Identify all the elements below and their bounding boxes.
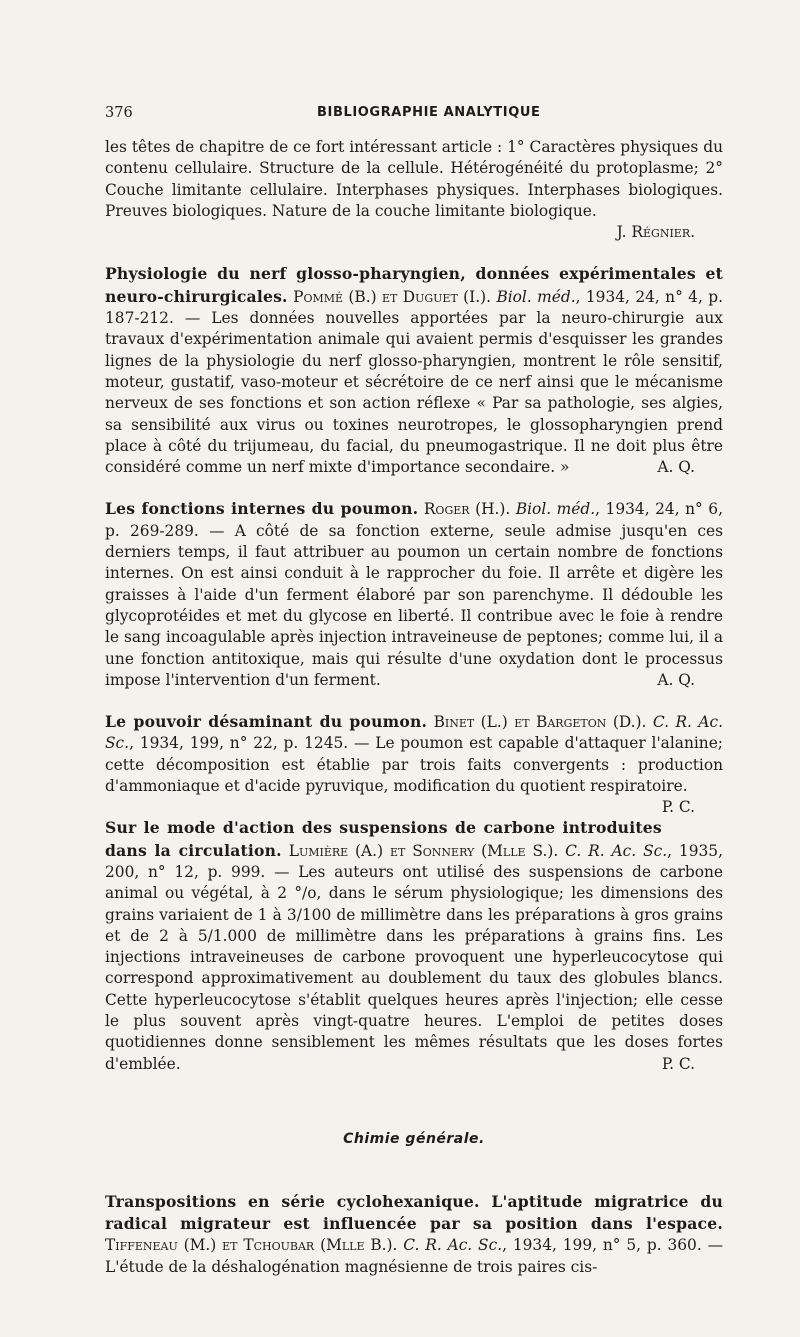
entry-title: Physiologie du nerf glosso-pharyngien, données expérimentales et neuro-chirurgicales. bbox=[105, 264, 723, 306]
entry-reference: , 1935, 200, n° 12, p. 999. bbox=[105, 841, 723, 881]
entry-title: Transpositions en série cyclohexanique. L'aptitude migratrice du radical migrateur est influencée par sa position dans l'espace. bbox=[105, 1191, 723, 1234]
entry-reference: , 1934, 24, n° 4, p. 187-212. bbox=[105, 287, 723, 328]
entry-body: — A côté de sa fonction externe, seule admise jusqu'en ces derniers temps, il faut attribuer au poumon un certain nombre de fonctions internes. On est ainsi conduit à le rapprocher du foie. Il arrête et digère les graisses à l'aide d'un ferment élaboré par son parenchyme. Il dédouble les glycoprotéides et met du glycose en liberté. Il contribue avec le foie à rendre le sang incoagulable après injection intraveineuse de peptones; comme lui, il a une fonction antitoxique, mais qui résulte d'une oxydation dont le processus impose l'intervention d'un ferment. bbox=[105, 521, 723, 689]
entry-reference: , 1934, 199, n° 22, p. 1245. bbox=[129, 734, 349, 753]
entry-journal: C. R. Ac. Sc. bbox=[565, 841, 668, 860]
entry-signature: A. Q. bbox=[657, 458, 695, 477]
entry-journal: C. R. Ac. Sc. bbox=[105, 713, 723, 753]
entry-authors: Roger (H.). bbox=[423, 500, 511, 519]
entry-pouvoir-desaminant bbox=[105, 711, 723, 817]
document-page bbox=[105, 105, 723, 1278]
entry-title: Sur le mode d'action des suspensions de carbone introduites dans la circulation. bbox=[105, 818, 662, 860]
page-number: 376 bbox=[105, 105, 133, 121]
entry-reference: , 1934, 24, n° 6, p. 269-289. bbox=[105, 500, 723, 540]
entry-signature: P. C. bbox=[661, 1054, 695, 1073]
entry-authors: Pommé (B.) et Duguet (I.). bbox=[293, 287, 492, 306]
intro-signature: J. Régnier. bbox=[616, 223, 695, 242]
entry-glosso-pharyngien bbox=[105, 263, 723, 478]
page-header bbox=[105, 105, 723, 127]
entry-reference: , 1934, 199, n° 5, p. 360. bbox=[502, 1236, 702, 1255]
entry-journal: C. R. Ac. Sc. bbox=[403, 1236, 503, 1255]
entry-suspensions-carbone bbox=[105, 817, 723, 1075]
entry-authors: Lumière (A.) et Sonnery (Mlle S.). bbox=[288, 841, 559, 860]
entry-signature: A. Q. bbox=[657, 670, 695, 689]
entry-body: — L'étude de la déshalogénation magnésienne de trois paires cis- bbox=[105, 1236, 723, 1276]
section-heading: Chimie générale. bbox=[343, 1130, 485, 1147]
entry-body: — Les données nouvelles apportées par la neuro-chirurgie aux travaux d'expérimentation animale qui avaient permis d'esquisser les grandes lignes de la physiologie du nerf glosso-pharyngien, montrent le rôle sensitif, moteur, gustatif, vaso-moteur et sécrétoire de ce nerf ainsi que le mécanisme nerveux de ses fonctions et son action réflexe « Par sa pathologie, ses algies, sa sensibilité aux virus ou toxines neurotropes, le glossopharyngien prend place à côté du trijumeau, du facial, du pneumogastrique. Il ne doit plus être considéré comme un nerf mixte d'importance secondaire. » bbox=[105, 309, 723, 477]
entry-journal: Biol. méd. bbox=[515, 500, 596, 519]
entry-body: — Les auteurs ont utilisé des suspensions de carbone animal ou végétal, à 2 °/o, dans le sérum physiologique; les dimensions des grains variaient de 1 à 3/100 de millimètre dans les préparations à gros grains et de 2 à 5/1.000 de millimètre dans les préparations à grains fins. Les injections intraveineuses de carbone provoquent une hyperleucocytose qui correspond approximativement au doublement du taux des globules blancs. Cette hyperleucocytose s'établit quelques heures après l'injection; elle cesse le plus souvent après vingt-quatre heures. L'emploi de petites doses quotidiennes donne sensiblement les mêmes résultats que les doses fortes d'emblée. bbox=[105, 862, 723, 1073]
entry-title: Les fonctions internes du poumon. bbox=[105, 499, 419, 519]
intro-paragraph: les têtes de chapitre de ce fort intéressant article : 1° Caractères physiques du contenu cellulaire. Structure de la cellule. Hétérogénéité du protoplasme; 2° Couche limitante cellulaire. Interphases physiques. Interphases biologiques. Preuves biologiques. Nature de la couche limitante biologique. bbox=[105, 138, 723, 220]
entry-fonctions-internes bbox=[105, 498, 723, 691]
running-title: BIBLIOGRAPHIE ANALYTIQUE bbox=[317, 105, 541, 120]
entry-body: — Le poumon est capable d'attaquer l'alanine; cette décomposition est établie par trois faits convergents : production d'ammoniaque et d'acide pyruvique, modification du quotient respiratoire. bbox=[105, 734, 723, 796]
entry-transpositions bbox=[105, 1191, 723, 1278]
entry-authors: Tiffeneau (M.) et Tchoubar (Mlle B.). bbox=[105, 1236, 398, 1255]
entry-signature: P. C. bbox=[661, 798, 695, 817]
entry-title: Le pouvoir désaminant du poumon. bbox=[105, 712, 428, 732]
entry-journal: Biol. méd. bbox=[496, 287, 576, 306]
entry-authors: Binet (L.) et Bargeton (D.). bbox=[433, 713, 647, 732]
